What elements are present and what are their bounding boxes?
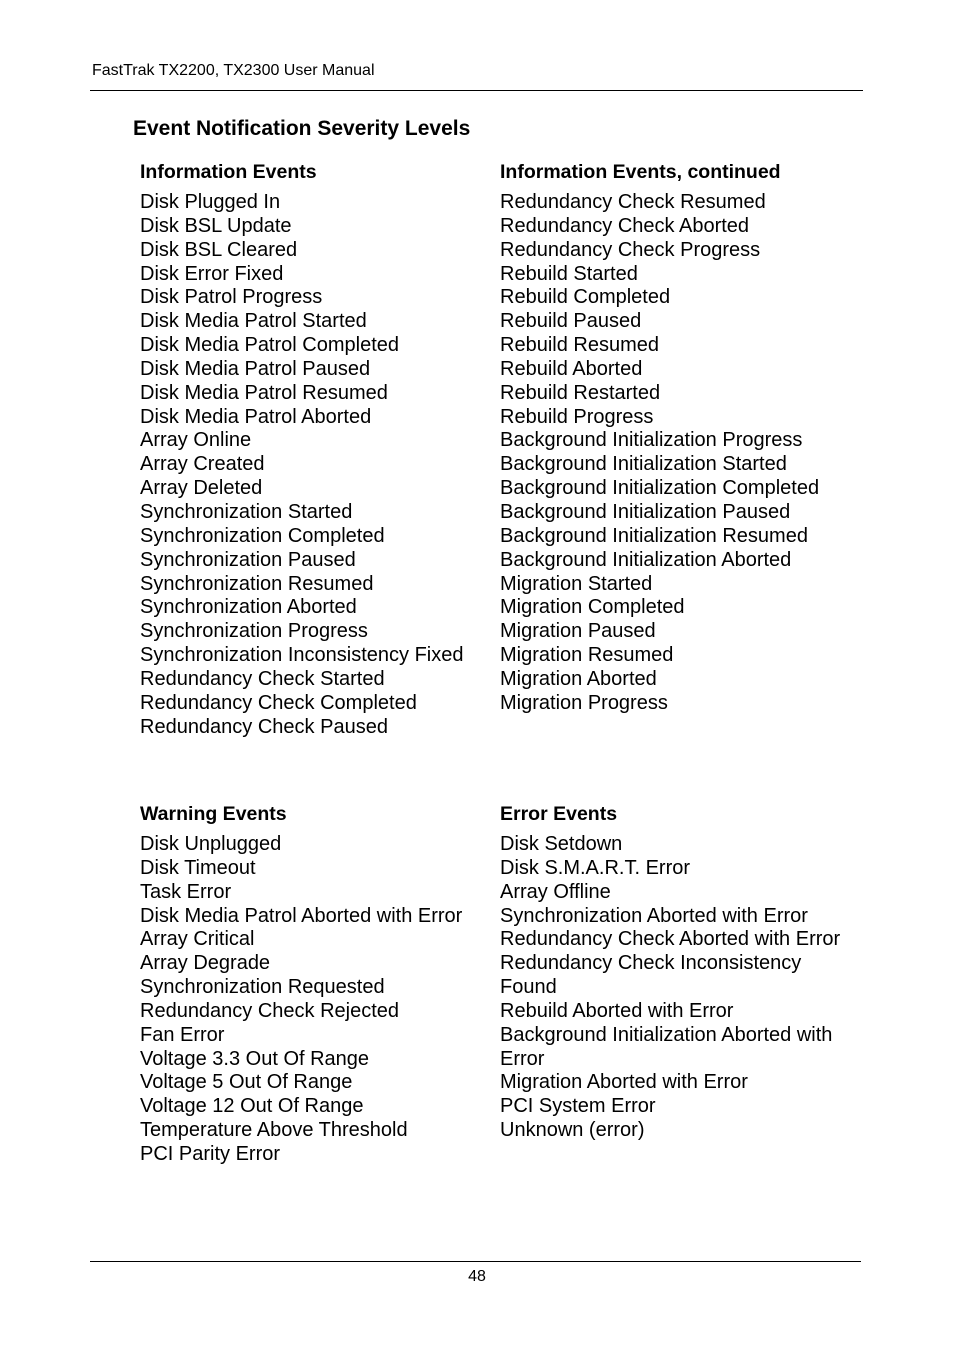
- information-event-item: Disk Patrol Progress: [140, 286, 323, 309]
- information-event-continued-item: Redundancy Check Aborted: [500, 214, 750, 237]
- warning-event-item: Disk Unplugged: [140, 833, 282, 855]
- warning-event-item: Voltage 3.3 Out Of Range: [140, 1047, 370, 1070]
- warning-events-list: [140, 833, 462, 1167]
- error-event-item: Unknown (error): [500, 1119, 645, 1142]
- information-events-list: [140, 191, 464, 739]
- information-event-item: Disk BSL Update: [140, 214, 292, 237]
- information-event-continued-item: Rebuild Restarted: [500, 381, 661, 404]
- warning-event-item: PCI Parity Error: [140, 1142, 281, 1165]
- information-event-continued-item: Background Initialization Started: [500, 453, 787, 476]
- warning-events-heading: Warning Events: [140, 803, 287, 825]
- error-event-item: Disk Setdown: [500, 833, 623, 855]
- information-event-continued-item: Background Initialization Aborted: [500, 548, 792, 571]
- header-divider: [90, 90, 863, 91]
- warning-event-item: Fan Error: [140, 1023, 225, 1046]
- information-event-item: Synchronization Aborted: [140, 596, 357, 619]
- error-events-block: [500, 802, 840, 1143]
- information-event-continued-item: Migration Aborted: [500, 667, 657, 690]
- error-events-heading: Error Events: [500, 803, 618, 825]
- information-event-continued-item: Rebuild Resumed: [500, 334, 659, 357]
- information-event-item: Redundancy Check Started: [140, 667, 385, 690]
- warning-event-item: Synchronization Requested: [140, 976, 385, 999]
- information-events-continued-block: [500, 160, 819, 716]
- error-event-item: Error: [500, 1047, 545, 1070]
- information-event-continued-item: Rebuild Progress: [500, 405, 654, 428]
- information-event-item: Disk Media Patrol Started: [140, 310, 367, 333]
- information-event-item: Redundancy Check Paused: [140, 715, 388, 738]
- information-event-item: Synchronization Started: [140, 500, 353, 523]
- warning-event-item: Task Error: [140, 880, 232, 903]
- information-event-item: Synchronization Inconsistency Fixed: [140, 644, 464, 667]
- footer-divider: [90, 1261, 861, 1262]
- error-event-item: Synchronization Aborted with Error: [500, 904, 808, 927]
- information-event-continued-item: Rebuild Paused: [500, 310, 642, 333]
- warning-event-item: Array Degrade: [140, 952, 271, 975]
- running-header: FastTrak TX2200, TX2300 User Manual: [92, 62, 375, 79]
- error-events-list: [500, 833, 840, 1143]
- information-event-item: Array Deleted: [140, 477, 263, 500]
- error-event-item: Array Offline: [500, 880, 611, 903]
- warning-event-item: Redundancy Check Rejected: [140, 999, 400, 1022]
- information-event-item: Disk BSL Cleared: [140, 238, 298, 261]
- warning-event-item: Temperature Above Threshold: [140, 1119, 408, 1142]
- information-event-continued-item: Rebuild Aborted: [500, 357, 643, 380]
- information-event-item: Disk Media Patrol Paused: [140, 357, 371, 380]
- error-event-item: PCI System Error: [500, 1095, 656, 1118]
- warning-event-item: Voltage 12 Out Of Range: [140, 1095, 364, 1118]
- information-events-heading: Information Events: [140, 161, 317, 183]
- warning-event-item: Array Critical: [140, 928, 255, 951]
- information-event-continued-item: Migration Progress: [500, 691, 668, 714]
- information-event-continued-item: Redundancy Check Progress: [500, 238, 761, 261]
- information-event-item: Disk Media Patrol Resumed: [140, 381, 388, 404]
- information-event-continued-item: Background Initialization Completed: [500, 477, 820, 500]
- information-event-continued-item: Background Initialization Resumed: [500, 524, 808, 547]
- information-event-continued-item: Rebuild Started: [500, 262, 638, 285]
- error-event-item: Background Initialization Aborted with: [500, 1023, 833, 1046]
- information-event-item: Disk Media Patrol Completed: [140, 334, 399, 357]
- information-event-item: Disk Error Fixed: [140, 262, 284, 285]
- error-event-item: Disk S.M.A.R.T. Error: [500, 856, 691, 879]
- information-events-continued-list: [500, 191, 819, 716]
- information-event-item: Array Created: [140, 453, 265, 476]
- information-events-block: [140, 160, 464, 739]
- information-event-item: Redundancy Check Completed: [140, 691, 417, 714]
- information-event-item: Disk Media Patrol Aborted: [140, 405, 372, 428]
- information-events-continued-heading: Information Events, continued: [500, 161, 781, 183]
- information-event-continued-item: Background Initialization Paused: [500, 500, 791, 523]
- error-event-item: Found: [500, 976, 557, 999]
- error-event-item: Redundancy Check Inconsistency: [500, 952, 802, 975]
- warning-events-block: [140, 802, 462, 1167]
- information-event-continued-item: Redundancy Check Resumed: [500, 191, 766, 213]
- information-event-continued-item: Migration Started: [500, 572, 653, 595]
- information-event-continued-item: Background Initialization Progress: [500, 429, 803, 452]
- warning-event-item: Voltage 5 Out Of Range: [140, 1071, 353, 1094]
- information-event-item: Synchronization Progress: [140, 620, 368, 643]
- section-title: Event Notification Severity Levels: [133, 117, 471, 140]
- information-event-item: Synchronization Completed: [140, 524, 385, 547]
- error-event-item: Redundancy Check Aborted with Error: [500, 928, 841, 951]
- error-event-item: Migration Aborted with Error: [500, 1071, 748, 1094]
- information-event-item: Synchronization Resumed: [140, 572, 374, 595]
- information-event-continued-item: Migration Resumed: [500, 644, 674, 667]
- error-event-item: Rebuild Aborted with Error: [500, 999, 734, 1022]
- warning-event-item: Disk Timeout: [140, 856, 256, 879]
- warning-event-item: Disk Media Patrol Aborted with Error: [140, 904, 463, 927]
- information-event-continued-item: Migration Paused: [500, 620, 656, 643]
- information-event-continued-item: Migration Completed: [500, 596, 685, 619]
- information-event-continued-item: Rebuild Completed: [500, 286, 671, 309]
- information-event-item: Disk Plugged In: [140, 191, 281, 213]
- information-event-item: Array Online: [140, 429, 252, 452]
- information-event-item: Synchronization Paused: [140, 548, 356, 571]
- page-number: 48: [468, 1268, 486, 1285]
